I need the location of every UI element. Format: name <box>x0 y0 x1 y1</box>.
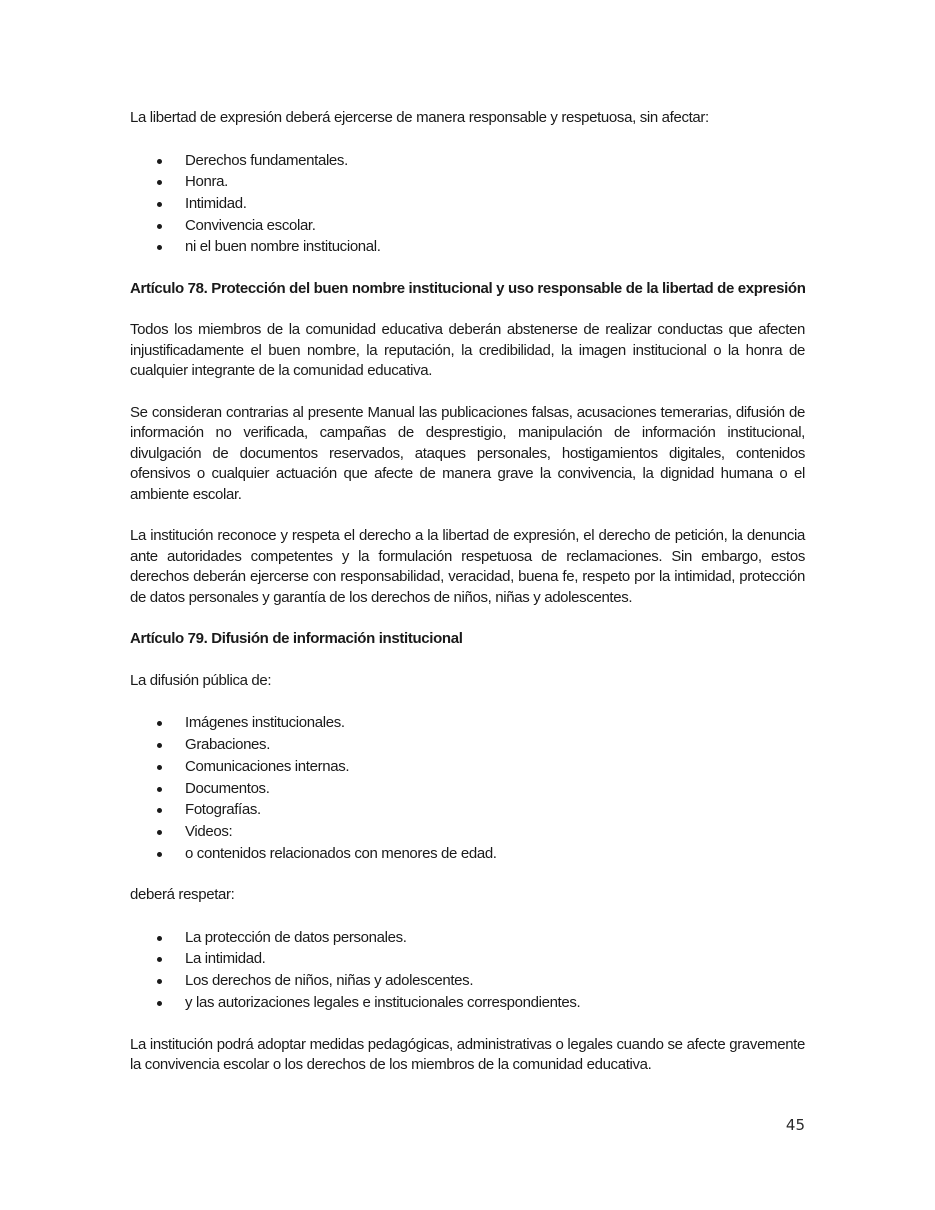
bullet-icon <box>157 808 162 813</box>
list-item-text: o contenidos relacionados con menores de edad. <box>185 844 497 862</box>
bullet-icon <box>157 245 162 250</box>
bullet-icon <box>157 957 162 962</box>
intro-bullet-list <box>130 150 805 258</box>
article-79-heading: Artículo 79. Difusión de información institucional <box>130 630 463 648</box>
article-79-must-respect-list <box>130 927 805 1014</box>
list-item-text: Honra. <box>185 173 228 191</box>
list-item-text: ni el buen nombre institucional. <box>185 238 381 256</box>
list-item-text: Grabaciones. <box>185 736 271 754</box>
bullet-icon <box>157 765 162 770</box>
document-page <box>130 108 805 1076</box>
article-79-items-list <box>130 712 805 864</box>
list-item <box>130 171 805 193</box>
bullet-icon <box>157 979 162 984</box>
list-item-text: Convivencia escolar. <box>185 216 316 234</box>
list-item <box>130 236 805 258</box>
article-78-heading: Artículo 78. Protección del buen nombre institucional y uso responsable de la libertad de expresión <box>130 279 806 297</box>
list-item <box>130 193 805 215</box>
bullet-icon <box>157 936 162 941</box>
list-item <box>130 948 805 970</box>
list-item <box>130 215 805 237</box>
article-78-paragraph-1: Todos los miembros de la comunidad educativa deberán abstenerse de realizar conductas que afecten injustificadamente el buen nombre, la reputación, la credibilidad, la imagen institucional o la honra de cualquier integrante de la comunidad educativa. <box>130 321 805 380</box>
article-79-closing-paragraph: La institución podrá adoptar medidas pedagógicas, administrativas o legales cuando se afecte gravemente la convivencia escolar o los derechos de los miembros de la comunidad educativa. <box>130 1035 805 1073</box>
list-item <box>130 734 805 756</box>
bullet-icon <box>157 224 162 229</box>
bullet-icon <box>157 202 162 207</box>
list-item-text: Derechos fundamentales. <box>185 151 348 169</box>
list-item-text: y las autorizaciones legales e institucionales correspondientes. <box>185 993 581 1011</box>
list-item <box>130 150 805 172</box>
list-item-text: Fotografías. <box>185 801 261 819</box>
article-78-paragraph-2: Se consideran contrarias al presente Manual las publicaciones falsas, acusaciones temerarias, difusión de información no verificada, campañas de desprestigio, manipulación de información institucional, divulgación de documentos reservados, ataques personales, hostigamientos digitales, contenidos ofensivos o cualquier actuación que afecte de manera grave la convivencia, la dignidad humana o el ambiente escolar. <box>130 403 805 503</box>
bullet-icon <box>157 159 162 164</box>
bullet-icon <box>157 743 162 748</box>
bullet-icon <box>157 180 162 185</box>
bullet-icon <box>157 830 162 835</box>
list-item <box>130 927 805 949</box>
article-79-lead: La difusión pública de: <box>130 671 272 689</box>
page-number: 45 <box>785 1116 805 1134</box>
list-item-text: Comunicaciones internas. <box>185 757 350 775</box>
list-item-text: La protección de datos personales. <box>185 928 407 946</box>
article-79-must-respect-lead: deberá respetar: <box>130 886 235 904</box>
list-item <box>130 712 805 734</box>
list-item <box>130 821 805 843</box>
intro-paragraph: La libertad de expresión deberá ejercerse de manera responsable y respetuosa, sin afectar: <box>130 109 709 126</box>
list-item-text: Documentos. <box>185 779 270 797</box>
list-item-text: Videos: <box>185 822 233 840</box>
bullet-icon <box>157 852 162 857</box>
bullet-icon <box>157 721 162 726</box>
list-item <box>130 799 805 821</box>
article-78-paragraph-3: La institución reconoce y respeta el derecho a la libertad de expresión, el derecho de petición, la denuncia ante autoridades competentes y la formulación respetuosa de reclamaciones. Sin embargo, estos derechos deberán ejercerse con responsabilidad, veracidad, buena fe, respeto por la intimidad, protección de datos personales y garantía de los derechos de niños, niñas y adolescentes. <box>130 527 805 606</box>
list-item <box>130 843 805 865</box>
bullet-icon <box>157 1001 162 1006</box>
bullet-icon <box>157 787 162 792</box>
list-item-text: Imágenes institucionales. <box>185 714 345 732</box>
list-item <box>130 970 805 992</box>
list-item-text: Los derechos de niños, niñas y adolescentes. <box>185 972 474 990</box>
list-item-text: La intimidad. <box>185 950 266 968</box>
list-item <box>130 992 805 1014</box>
list-item-text: Intimidad. <box>185 194 247 212</box>
list-item <box>130 778 805 800</box>
list-item <box>130 756 805 778</box>
